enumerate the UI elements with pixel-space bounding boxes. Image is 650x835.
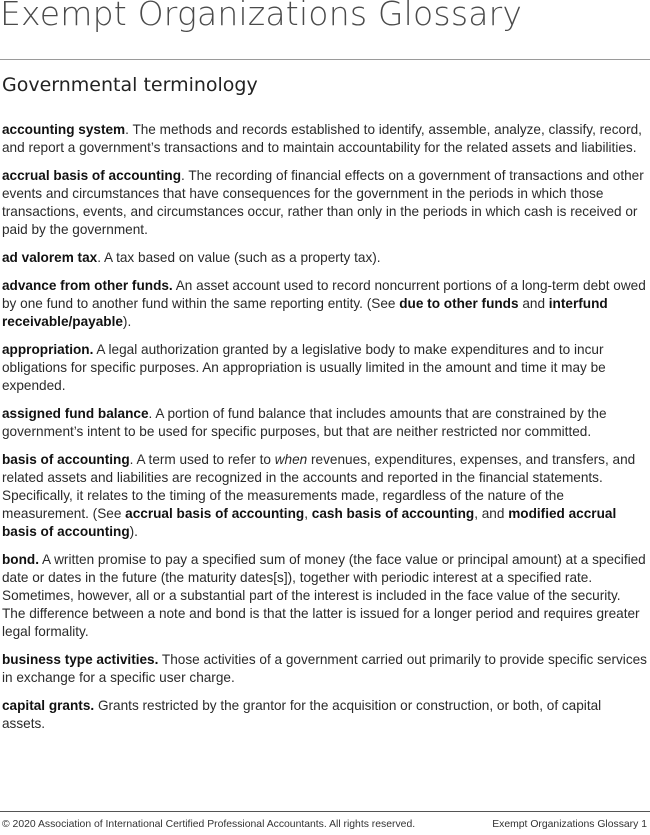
cross-reference-link[interactable]: due to other funds bbox=[399, 296, 519, 311]
definition: and bbox=[518, 296, 549, 311]
glossary-entry-business-type-activities bbox=[2, 651, 647, 687]
definition: ). bbox=[129, 524, 138, 539]
term: advance from other funds. bbox=[2, 278, 173, 293]
definition: . A tax based on value (such as a property tax). bbox=[97, 250, 381, 265]
term: assigned fund balance bbox=[2, 406, 149, 421]
definition: . A term used to refer to bbox=[129, 452, 275, 467]
definition: . The methods and records established to identify, assemble, analyze, classify, record, and report a government’s transactions and to maintain accountability for the related assets and liabilities. bbox=[2, 122, 642, 155]
definition: A written promise to pay a specified sum of money (the face value or principal amount) at a specified date or dates in the future (the maturity dates[s]), together with periodic interest at a specified rate. Sometimes, however, all or a substantial part of the interest is included in the face value of the security. The difference between a note and bond is that the latter is issued for a longer period and requires greater legal formality. bbox=[2, 552, 646, 639]
footer-divider bbox=[0, 811, 650, 812]
definition: ). bbox=[122, 314, 132, 329]
glossary-entry-accrual-basis bbox=[2, 167, 647, 239]
definition: . A portion of fund balance that includes amounts that are constrained by the government’s intent to be used for specific purposes, but that are neither restricted nor committed. bbox=[2, 406, 607, 439]
glossary-list bbox=[2, 121, 647, 743]
glossary-entry-advance-from-other-funds bbox=[2, 277, 647, 331]
document-title: Exempt Organizations Glossary bbox=[0, 0, 523, 33]
term: capital grants. bbox=[2, 698, 95, 713]
copyright-notice: © 2020 Association of International Certified Professional Accountants. All rights reserved. bbox=[2, 819, 416, 830]
term: accounting system bbox=[2, 122, 126, 137]
term: bond. bbox=[2, 552, 39, 567]
page-footer bbox=[2, 819, 647, 830]
section-heading: Governmental terminology bbox=[2, 74, 258, 96]
glossary-entry-bond bbox=[2, 551, 647, 641]
cross-reference-link[interactable]: interfund receivable/payable bbox=[2, 296, 608, 329]
glossary-entry-basis-of-accounting bbox=[2, 451, 647, 541]
emphasis: when bbox=[274, 452, 308, 467]
term: business type activities. bbox=[2, 652, 159, 667]
title-divider bbox=[0, 59, 650, 60]
term: ad valorem tax bbox=[2, 250, 98, 265]
definition: Grants restricted by the grantor for the acquisition or construction, or both, of capital assets. bbox=[2, 698, 602, 731]
glossary-entry-assigned-fund-balance bbox=[2, 405, 647, 441]
term: basis of accounting bbox=[2, 452, 130, 467]
definition: A legal authorization granted by a legislative body to make expenditures and to incur obligations for specific purposes. An appropriation is usually limited in the amount and time it may be expended. bbox=[2, 342, 606, 393]
cross-reference-link[interactable]: accrual basis of accounting bbox=[125, 506, 305, 521]
glossary-entry-capital-grants bbox=[2, 697, 647, 733]
glossary-entry-accounting-system bbox=[2, 121, 647, 157]
definition: Those activities of a government carried out primarily to provide specific services in exchange for a specific user charge. bbox=[2, 652, 647, 685]
definition: , bbox=[304, 506, 312, 521]
definition: . The recording of financial effects on a government of transactions and other events and circumstances that have consequences for the government in the periods in which those transactions, events, and circumstances occur, rather than only in the periods in which cash is received or paid by the government. bbox=[2, 168, 644, 237]
term: accrual basis of accounting bbox=[2, 168, 182, 183]
cross-reference-link[interactable]: modified accrual basis of accounting bbox=[2, 506, 617, 539]
cross-reference-link[interactable]: cash basis of accounting bbox=[311, 506, 475, 521]
definition: , and bbox=[474, 506, 509, 521]
page-number-label: Exempt Organizations Glossary 1 bbox=[492, 819, 647, 830]
glossary-entry-ad-valorem-tax bbox=[2, 249, 647, 267]
term: appropriation. bbox=[2, 342, 94, 357]
definition: revenues, expenditures, expenses, and transfers, and related assets and liabilities are recognized in the accounts and reported in the financial statements. Specifically, it relates to the timing of the measurements made, regardless of the nature of the measurement. (See bbox=[2, 452, 636, 521]
definition: An asset account used to record noncurrent portions of a long-term debt owed by one fund to another fund within the same reporting entity. (See bbox=[2, 278, 646, 311]
glossary-entry-appropriation bbox=[2, 341, 647, 395]
